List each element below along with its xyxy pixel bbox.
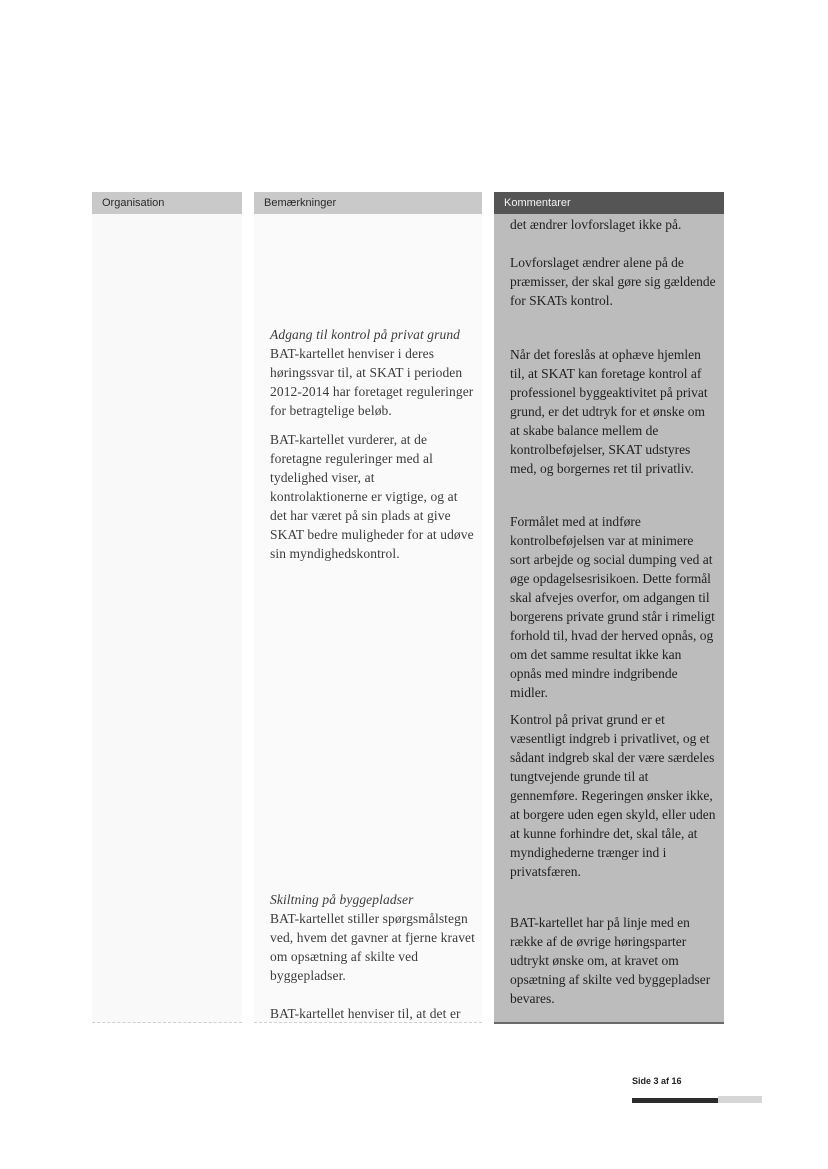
remark-block: [270, 325, 475, 420]
comment-paragraph: Lovforslaget ændrer alene på de præmisser, der skal gøre sig gældende for SKATs kontrol.: [510, 255, 716, 308]
remark-text: BAT-kartellet henviser i deres høringssvar til, at SKAT i perioden 2012-2014 har foretaget reguleringer for betragtelige beløb.: [270, 346, 474, 418]
comment-paragraph: Når det foreslås at ophæve hjemlen til, at SKAT kan foretage kontrol af professionel byggeaktivitet på privat grund, er det udtryk for et ønske om at skabe balance mellem de kontrolbeføjelser, SKAT udstyres med, og borgernes ret til privatliv.: [510, 347, 708, 476]
comment-paragraph: Formålet med at indføre kontrolbeføjelsen var at minimere sort arbejde og social dumping ved at øge opdagelsesrisikoen. Dette formål skal afvejes overfor, om adgangen til borgerens private grund står i rimeligt forhold til, hvad der herved opnås, og om det samme resultat ikke kan opnås med mindre indgribende midler.: [510, 514, 715, 700]
kommentarer-header: Kommentarer: [494, 192, 724, 214]
remark-heading: Skiltning på byggepladser: [270, 892, 414, 907]
comment-paragraph: det ændrer lovforslaget ikke på.: [510, 217, 682, 232]
remark-text: BAT-kartellet vurderer, at de foretagne reguleringer med al tydelighed viser, at kontrolaktionerne er vigtige, og at det har været på sin plads at give SKAT bedre muligheder for at udøve sin myndighedskontrol.: [270, 432, 474, 561]
bemaerkninger-header: Bemærkninger: [254, 192, 482, 214]
comment-paragraph: BAT-kartellet har på linje med en række af de øvrige høringsparter udtrykt ønske om, at kravet om opsætning af skilte ved byggepladser bevares.: [510, 915, 711, 1006]
bemaerkninger-column: [254, 192, 482, 1023]
kommentarer-column: [494, 192, 724, 1024]
remark-block: [270, 890, 475, 985]
page-number: Side 3 af 16: [632, 1076, 682, 1086]
remark-block: [270, 430, 475, 563]
remark-text: BAT-kartellet henviser til, at det er: [270, 1006, 461, 1021]
remark-text: BAT-kartellet stiller spørgsmålstegn ved, hvem det gavner at fjerne kravet om opsætning af skilte ved byggepladser.: [270, 911, 475, 983]
organisation-header: Organisation: [92, 192, 242, 214]
page-progress-track: [718, 1096, 762, 1103]
remark-block: [270, 1004, 475, 1023]
remark-heading: Adgang til kontrol på privat grund: [270, 327, 461, 342]
comment-paragraph: Kontrol på privat grund er et væsentligt indgreb i privatlivet, og et sådant indgreb skal der være særdeles tungtvejende grunde til at gennemføre. Regeringen ønsker ikke, at borgere uden egen skyld, eller uden at kunne forhindre det, skal tåle, at myndighederne trænger ind i privatsfæren.: [510, 712, 716, 879]
page-progress-bar: [632, 1098, 718, 1103]
organisation-column: [92, 192, 242, 1023]
